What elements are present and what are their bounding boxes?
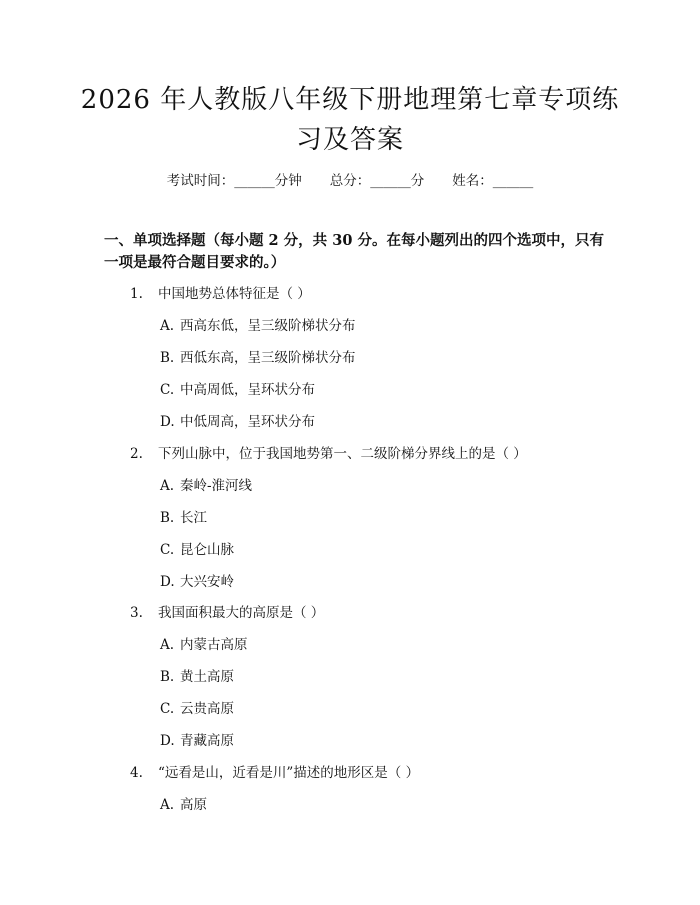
option-text: 中高周低，呈环状分布: [180, 382, 315, 398]
question-stem: 下列山脉中，位于我国地势第一、二级阶梯分界线上的是（ ）: [158, 446, 527, 462]
student-name-field: 姓名：______: [452, 173, 534, 189]
option-text: 长江: [180, 510, 207, 526]
option-letter: A.: [160, 318, 175, 334]
question-number: 1.: [130, 286, 143, 302]
question-2-option-b: [160, 506, 207, 526]
question-3: [130, 601, 324, 621]
option-text: 大兴安岭: [180, 574, 234, 590]
question-2-option-c: [160, 538, 234, 558]
option-text: 昆仑山脉: [180, 542, 234, 558]
question-number: 4.: [130, 765, 143, 781]
option-letter: B.: [160, 669, 175, 685]
question-1-option-b: [160, 346, 356, 366]
question-4: [130, 761, 419, 781]
exam-info: [0, 169, 700, 189]
option-text: 云贵高原: [180, 701, 234, 717]
question-stem: 我国面积最大的高原是（ ）: [158, 605, 325, 621]
question-2-option-a: [160, 474, 252, 494]
question-number: 2.: [130, 446, 143, 462]
question-stem: 中国地势总体特征是（ ）: [158, 286, 311, 302]
question-3-option-a: [160, 633, 248, 653]
question-3-option-b: [160, 665, 234, 685]
question-3-option-c: [160, 697, 234, 717]
question-3-option-d: [160, 729, 234, 749]
option-text: 青藏高原: [180, 733, 234, 749]
question-4-option-a: [160, 793, 207, 813]
total-score-field: 总分：______分: [329, 173, 425, 189]
option-letter: B.: [160, 510, 175, 526]
exam-time-field: 考试时间：______分钟: [166, 173, 302, 189]
option-text: 高原: [180, 797, 207, 813]
question-1-option-a: [160, 314, 356, 334]
option-letter: D.: [160, 414, 175, 430]
option-letter: A.: [160, 637, 175, 653]
option-letter: C.: [160, 382, 175, 398]
question-1-option-c: [160, 378, 315, 398]
option-letter: A.: [160, 478, 175, 494]
section-heading: 一、单项选择题（每小题 2 分，共 30 分。在每小题列出的四个选项中，只有一项是最符合题目要求的。）: [104, 232, 604, 271]
question-1: [130, 282, 311, 302]
option-letter: B.: [160, 350, 175, 366]
option-letter: D.: [160, 574, 175, 590]
title-line-2: 习及答案: [295, 125, 404, 155]
question-1-option-d: [160, 410, 315, 430]
option-text: 秦岭-淮河线: [180, 478, 253, 494]
option-text: 中低周高，呈环状分布: [180, 414, 315, 430]
option-letter: C.: [160, 542, 175, 558]
question-number: 3.: [130, 605, 143, 621]
question-2-option-d: [160, 570, 234, 590]
option-letter: C.: [160, 701, 175, 717]
option-text: 西低东高，呈三级阶梯状分布: [180, 350, 356, 366]
question-stem: “远看是山，近看是川”描述的地形区是（ ）: [158, 765, 420, 781]
option-text: 黄土高原: [180, 669, 234, 685]
document-title: [60, 80, 640, 160]
option-text: 西高东低，呈三级阶梯状分布: [180, 318, 356, 334]
title-line-1: 2026 年人教版八年级下册地理第七章专项练: [80, 85, 620, 115]
option-letter: D.: [160, 733, 175, 749]
option-text: 内蒙古高原: [180, 637, 248, 653]
question-2: [130, 442, 527, 462]
option-letter: A.: [160, 797, 175, 813]
